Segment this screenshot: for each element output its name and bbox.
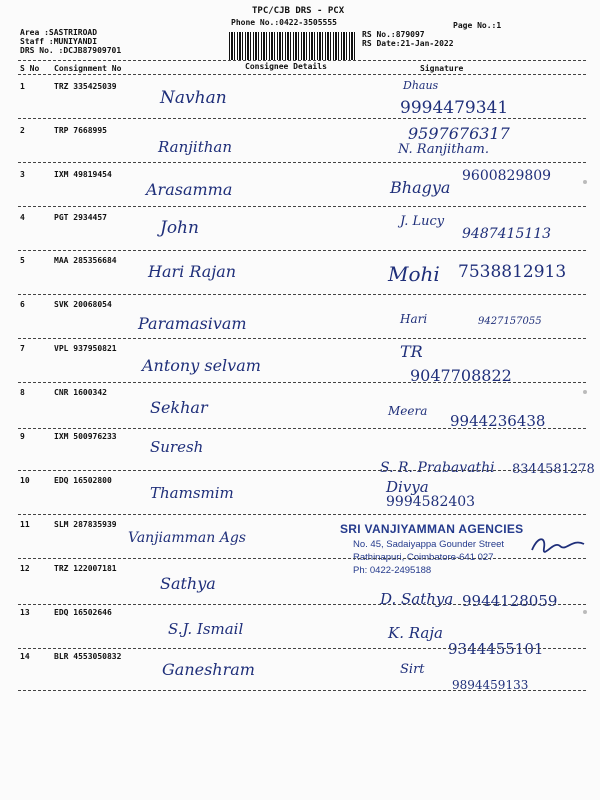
row-sno: 8 [20, 388, 25, 397]
row-consignee: Antony selvam [142, 356, 261, 375]
row-divider [18, 162, 586, 163]
row-consignment: VPL 937950821 [54, 344, 117, 353]
row-divider [18, 250, 586, 251]
row-sno: 11 [20, 520, 30, 529]
row-signature: Divya [386, 478, 429, 496]
row-divider [18, 690, 586, 691]
drs-number: DRS No. :DCJB87909701 [20, 46, 122, 55]
row-consignee: Sathya [160, 574, 216, 593]
stamp-phone: Ph: 0422-2495188 [353, 565, 432, 576]
row-consignment: TRP 7668995 [54, 126, 107, 135]
rs-number: RS No.:879097 [362, 30, 425, 39]
col-consignment: Consignment No [54, 64, 122, 73]
row-divider [18, 206, 586, 207]
row-consignee: Paramasivam [138, 314, 247, 333]
stamp-name: SRI VANJIYAMMAN AGENCIES [340, 522, 524, 536]
row-divider [18, 558, 586, 559]
row-consignment: CNR 1600342 [54, 388, 107, 397]
row-sno: 14 [20, 652, 30, 661]
row-consignment: EDQ 16502646 [54, 608, 112, 617]
row-phone: 9047708822 [410, 366, 512, 385]
row-signature: Meera [388, 404, 428, 418]
row-signature: Dhaus [403, 79, 439, 92]
row-sno: 13 [20, 608, 30, 617]
row-sno: 2 [20, 126, 25, 135]
row-signature: N. Ranjitham. [398, 142, 490, 157]
row-consignee: Hari Rajan [148, 262, 237, 281]
margin-dot [583, 390, 587, 394]
row-consignee: Suresh [150, 438, 204, 456]
row-signature: TR [400, 342, 423, 361]
row-consignee: Vanjiamman Ags [128, 530, 246, 546]
row-signature: S. R. Prabavathi [380, 460, 495, 476]
row-sno: 3 [20, 170, 25, 179]
row-phone: 9427157055 [478, 316, 542, 327]
row-phone: 9994479341 [400, 98, 509, 118]
signature-scribble [528, 532, 588, 558]
area-field: Area :SASTRIROAD [20, 28, 98, 37]
row-divider [18, 514, 586, 515]
row-phone: 9994582403 [386, 494, 476, 510]
row-consignment: IXM 500976233 [54, 432, 117, 441]
row-divider [18, 648, 586, 649]
row-consignee: Sekhar [150, 398, 208, 417]
phone-number: Phone No.:0422-3505555 [231, 18, 337, 27]
row-sno: 7 [20, 344, 25, 353]
row-divider [18, 428, 586, 429]
row-sno: 10 [20, 476, 30, 485]
row-consignee: Ranjithan [158, 138, 232, 156]
row-signature: Sirt [400, 662, 425, 677]
row-sno: 12 [20, 564, 30, 573]
col-sno: S No [20, 64, 40, 73]
row-phone: 9487415113 [462, 226, 552, 242]
row-consignment: PGT 2934457 [54, 213, 107, 222]
row-sno: 6 [20, 300, 25, 309]
barcode-image [229, 32, 356, 60]
row-divider [18, 338, 586, 339]
row-consignment: EDQ 16502800 [54, 476, 112, 485]
row-signature: K. Raja [388, 624, 443, 642]
document-title: TPC/CJB DRS - PCX [252, 6, 345, 16]
row-signature: Hari [400, 312, 428, 326]
row-consignment: SVK 20068054 [54, 300, 112, 309]
row-signature: J. Lucy [400, 214, 445, 229]
row-divider [18, 382, 586, 383]
page-number: Page No.:1 [453, 21, 502, 30]
row-consignee: Ganeshram [162, 660, 255, 679]
row-phone: 9600829809 [462, 168, 552, 184]
row-divider [18, 294, 586, 295]
row-phone: 9944128059 [462, 592, 558, 610]
row-sno: 4 [20, 213, 25, 222]
row-divider [18, 470, 586, 471]
row-sno: 9 [20, 432, 25, 441]
row-consignment: MAA 285356684 [54, 256, 117, 265]
header-divider-bottom [18, 74, 586, 75]
row-phone: 8344581278 [512, 462, 595, 477]
row-sno: 1 [20, 82, 25, 91]
row-consignee: S.J. Ismail [168, 620, 244, 638]
row-consignee: John [160, 218, 199, 238]
row-signature: D. Sathya [380, 590, 454, 608]
stamp-address-line1: No. 45, Sadaiyappa Gounder Street [353, 539, 505, 550]
row-consignee: Navhan [160, 88, 227, 108]
col-signature: Signature [420, 64, 464, 73]
row-divider [18, 118, 586, 119]
header-divider-top [18, 60, 586, 61]
row-consignment: SLM 287835939 [54, 520, 117, 529]
rs-date: RS Date:21-Jan-2022 [362, 39, 454, 48]
margin-dot [583, 610, 587, 614]
row-consignee: Thamsmim [150, 484, 234, 502]
row-signature: Mohi [388, 262, 440, 286]
col-consignee: Consignee Details [245, 62, 327, 71]
row-consignment: TRZ 122007181 [54, 564, 117, 573]
row-phone: 9944236438 [450, 412, 546, 430]
stamp-address-line2: Rathinapuri, Coimbatore-641 027 [353, 552, 494, 563]
row-consignment: IXM 49819454 [54, 170, 112, 179]
row-consignee: Arasamma [146, 180, 233, 199]
row-phone: 7538812913 [458, 262, 567, 282]
row-consignment: TRZ 335425039 [54, 82, 117, 91]
row-phone: 9597676317 [408, 124, 510, 143]
margin-dot [583, 180, 587, 184]
row-phone: 9894459133 [452, 678, 529, 692]
row-signature: Bhagya [390, 178, 451, 197]
row-sno: 5 [20, 256, 25, 265]
row-phone: 9344455101 [448, 640, 544, 658]
row-divider [18, 604, 586, 605]
staff-field: Staff :MUNIYANDI [20, 37, 98, 46]
row-consignment: BLR 4553050832 [54, 652, 122, 661]
